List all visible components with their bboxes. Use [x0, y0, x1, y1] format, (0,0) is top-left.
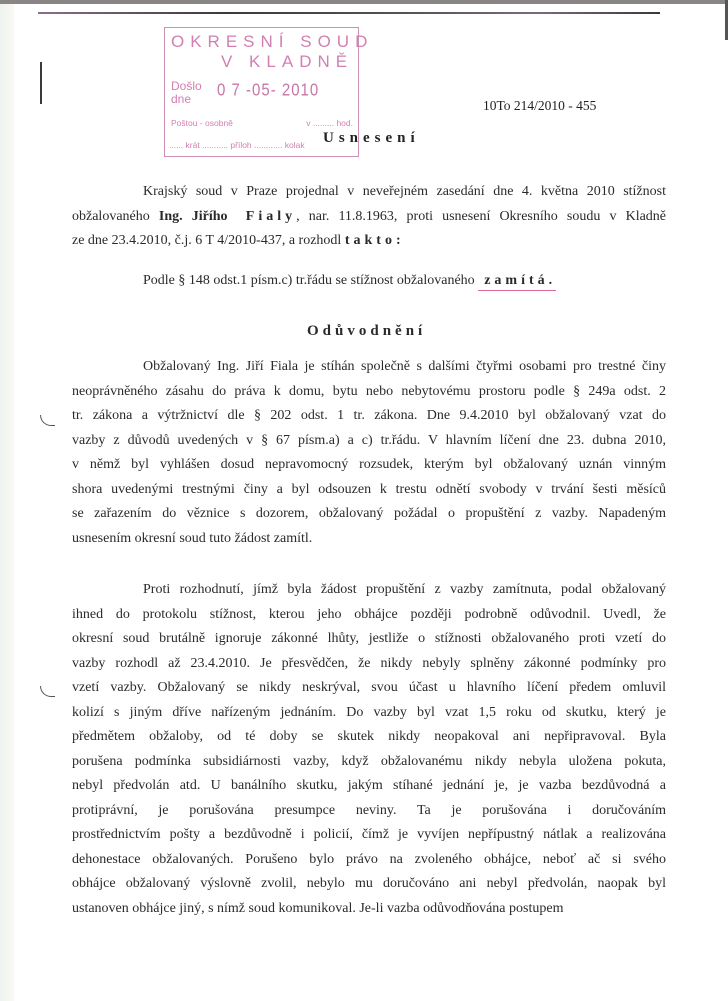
- verdict-text: Podle § 148 odst.1 písm.c) tr.řádu se stížnost obžalovaného: [143, 273, 475, 288]
- paragraph-line: vazby rozhodl až 23.4.2010. Je přesvědčen, že nikdy nebyly splněny zákonné podmínky pro: [72, 655, 666, 671]
- paragraph-line: prostřednictvím pošty a bezdůvodně i policií, čímž je vyvíjen nepřípustný nátlak a realizována: [72, 827, 666, 842]
- intro-line: Krajský soud v Praze projednal v neveřejném zasedání dne 4. května 2010 stížnost: [143, 184, 666, 199]
- stamp-delivery-label: Poštou - osobně: [171, 118, 233, 128]
- paragraph-line: dehonestace obžalovaných. Porušeno bylo právo na zvoleného obhájce, neboť ač si svého: [72, 851, 666, 867]
- paragraph-line: ustanoven obhájce jiný, s nímž soud komunikoval. Je-li vazba odůvodňována postupem: [72, 900, 564, 916]
- stamp-time-label: v ......... hod.: [306, 118, 353, 128]
- paragraph-line: vzetí vazby. Obžalovaný se nikdy neskrýval, svou účast u hlavního líčení předem omluvil: [72, 680, 666, 695]
- intro-text: ze dne 23.4.2010, č.j. 6 T 4/2010-437, a rozhodl: [72, 233, 345, 248]
- paragraph-line: shora uvedenými trestnými činy a byl odsouzen k trestu odnětí svobody v trvání šesti měsíců: [72, 481, 666, 497]
- paragraph-line: tr. zákona a výtržnictví dle § 202 odst. 1 tr. zákona. Dne 9.4.2010 byl obžalovaný vzat do: [72, 408, 666, 423]
- paragraph-line: usnesením okresní soud tuto žádost zamítl.: [72, 530, 313, 546]
- paragraph-line: protiprávní, je porušována presumpce neviny. Ta je porušována i doručováním: [72, 802, 666, 818]
- margin-punch-mark: [40, 62, 42, 104]
- paragraph-line: obhájce obžalovaný výslovně zvolil, nebylo mu doručováno ani nebyl předvolán, naopak byl: [72, 876, 666, 891]
- paragraph-line: nebyl předvolán atd. U banálního skutku, jakým stíhané jednání je, je vazba bezdůvodná a: [72, 778, 666, 793]
- intro-text: , nar. 11.8.1963, proti usnesení Okresního soudu v Kladně: [296, 208, 667, 224]
- paragraph-line: Obžalovaný Ing. Jiří Fiala je stíhán společně s dalšími čtyřmi osobami pro trestné činy: [143, 359, 666, 374]
- defendant-first-name: Ing. Jiřího: [158, 208, 228, 224]
- paragraph-line: se zařazením do věznice s dozorem, obžalovaný požádal o propuštění z vazby. Napadeným: [72, 506, 666, 521]
- reasoning-paragraph-1: [72, 355, 666, 551]
- intro-line: [72, 229, 666, 254]
- case-number: 10To 214/2010 - 455: [483, 98, 597, 113]
- margin-punch-mark: [40, 415, 55, 426]
- stamp-court-name: OKRESNÍ SOUD: [171, 32, 374, 51]
- stamp-received-label: Došlo dne: [171, 79, 202, 106]
- verdict: [143, 273, 556, 289]
- paragraph-line: kolizí s jiným dříve nařízeným jednáním. Do vazby byl vzat 1,5 roku od skutku, který je: [72, 704, 666, 720]
- stamp-copies-row: ...... krát ........... příloh ............ kolak: [169, 140, 305, 150]
- paragraph-line: vazby z důvodů uvedených v § 67 písm.a) a c) tr.řádu. V hlavním líčení dne 23. dubna 2010,: [72, 432, 666, 448]
- section-title-reasoning: Odůvodnění: [307, 323, 427, 339]
- paragraph-line: v němž byl vyhlášen dosud nepravomocný rozsudek, kterým byl obžalovaný uznán vinným: [72, 457, 666, 472]
- verdict-decision: zamítá.: [478, 273, 556, 291]
- paragraph-line: okresní soud brutálně ignoruje zákonné lhůty, jestliže o stížnosti obžalovaného proti vzetí do: [72, 631, 666, 646]
- stamp-received-date: 0 7 -05- 2010: [217, 80, 320, 101]
- paragraph-line: neoprávněného zásahu do práva k domu, bytu nebo nebytovému prostoru podle § 249a odst. 2: [72, 383, 666, 399]
- margin-punch-mark: [40, 686, 55, 697]
- paragraph-line: ihned do protokolu stížnost, kterou jeho obhájce později podrobně odůvodnil. Uvedl, že: [72, 606, 666, 622]
- intro-text: obžalovaného: [72, 208, 159, 224]
- takto-label: takto:: [344, 233, 405, 248]
- intro-line: [72, 205, 666, 230]
- stamp-court-city: V KLADNĚ: [221, 52, 354, 71]
- paragraph-line: porušena podmínka subsidiárnosti vazby, když obžalovanému nikdy nebyla uložena pokuta,: [72, 753, 666, 769]
- stamp-delivery-row: [171, 118, 353, 128]
- scan-edge-left: [0, 0, 14, 1001]
- scan-edge-top: [0, 0, 728, 4]
- defendant-last-name: Fialy: [245, 208, 297, 224]
- header-rule: [38, 12, 660, 14]
- reasoning-paragraph-2: [72, 578, 666, 921]
- document-title: Usnesení: [323, 130, 420, 146]
- paragraph-line: předmětem obžaloby, od té doby se skutek nikdy neopakoval ani nepřipravoval. Byla: [72, 729, 666, 744]
- intro-paragraph: [72, 180, 666, 254]
- paragraph-line: Proti rozhodnutí, jímž byla žádost propuštění z vazby zamítnuta, podal obžalovaný: [143, 582, 666, 597]
